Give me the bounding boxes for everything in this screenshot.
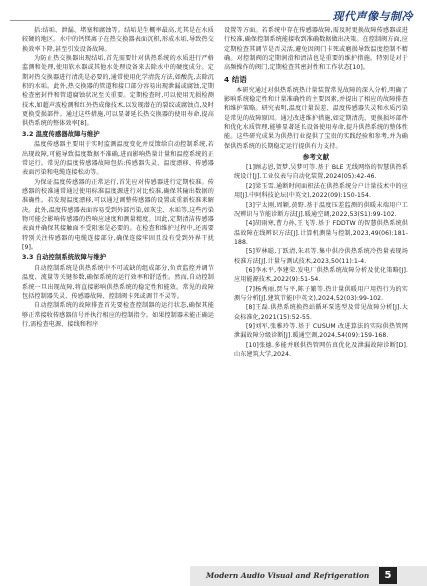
- paragraph: 括:结垢、泄漏、堵塞和腐蚀等。结垢是生概率最高,尤其是在水质较硬的地区。水中的钙镁离子在热交换器表面沉积,形成水垢,导致热交换效率下降,甚至引发设备故障。: [22, 27, 214, 53]
- page-number: 5: [379, 567, 397, 584]
- header-rule: [10, 20, 330, 21]
- reference-item: [9]刘军,张雅玲等.基于 CUSUM 改进算法的实际供热管网泄漏故障分级诊断[J].暖通空调,2024,54(09):159-168.: [234, 322, 408, 340]
- paragraph: 设置等方面。若系统中存在传感器故障,需及时更换故障传感器或进行校准,确保控制系统能接收到准确数据做出决策。在控制阀方面,应定期检查其调节是否灵活,避免因阀门卡死或磨损导致温度控制不精确。对控制阀的定期润滑和清洁也是重要的维护措施。特别是对于高频操作的阀门,定期检查其密封性和工作状态[10]。: [224, 27, 408, 72]
- paragraph: 为防止热交换器出现结垢,首先需要针对供热系统的水质进行严格监测和处理,使用软水器或其他水处理设备来去除水中的硬度成分。定期对热交换器进行清洗是必要的,通常使用化学清洗方法,如酸洗,去除沉积的水垢。此外,热交换器的管道和接口部分容易出现泄漏或腐蚀,定期检查密封件和管道腐蚀状况至关重要。定期检查时,可以使用无损检测技术,如超声波检测和红外热成像技术,以发现潜在的裂纹或腐蚀点,及时更换受损部件。通过这些措施,可以显著延长热交换器的使用寿命,提高供热系统的整体效率[8]。: [22, 55, 214, 128]
- reference-list: [224, 163, 408, 359]
- section-heading: 3.2 温度传感器故障与维护: [22, 130, 100, 138]
- paragraph: 本研究通过对供热系统热计量装置常见故障的深入分析,明确了影响系统稳定性和计量准确性的主要因素,并提出了相应的故障排查和维护策略。研究表明,温度计量误差、温度传感器失灵和水质污染是常见的故障原因。通过改进维护措施,如定期清洗、更换损坏部件和优化水质管理,能够显著延长设备使用寿命,提升供热系统的整体性能。这些研究成果为供热行业提供了宝贵的实践经验和参考,并为确保供热系统的长期稳定运行提供有力支持。: [224, 86, 408, 150]
- reference-item: [3]宁太刚,周颖,黄野.基于温度压差监测的供暖末端用户工况辨识与节能诊断方法[J].暖通空调,2022,53(S1):99-102.: [234, 201, 408, 218]
- page-header: [0, 2, 427, 24]
- references-title: 参考文献: [302, 153, 330, 162]
- right-column: [224, 26, 408, 359]
- section-heading: 3.3 自动控制系统故障与维护: [22, 254, 107, 262]
- reference-item: [1]顾志恩,贺梦,吴梦可等.基于 BLE 无线网络的智慧供热系统设计[J].工业仪表与自动化装置,2024(05):42-46.: [234, 164, 408, 181]
- left-column: [22, 26, 214, 329]
- paragraph: 温度传感器主要用于实时监测温度变化并反馈给自动控制系统,若出现故障,可能导致温度数据不准确,进而影响热量计量和温控系统的正常运行。常见的温度传感器故障包括:传感器失灵、温度漂移、传感器表面污染和电缆连接松动等。: [22, 141, 214, 177]
- journal-header-title: 现代声像与制冷: [332, 10, 413, 23]
- reference-item: [5]罗林聪,丁跃清,朱君等.集中供冷供热系统冷热量表现场校准方法[J].计量与测试技术,2023,50(11):1-4.: [234, 248, 408, 265]
- reference-item: [4]胡雨寒,曹力孙,王飞等.基于 FDDTW 的智慧供热系统供温故障在线辨识方法[J].计算机测量与控制,2023,49(06):181-188.: [234, 220, 408, 246]
- reference-item: [6]李永平,李建荣.发电厂供热系统故障分析及优化策略[J].应用能源技术,2022(9):51-54.: [234, 266, 408, 284]
- paragraph: 为保证温度传感器的正常运行,首先应对传感器进行定期校准。传感器的校准通常通过使用标准温度源进行对比校准,确保其输出数据的准确性。若发现温度漂移,可以通过调整传感器的设置或重新校准来解决。此外,温度传感器表面容易受到外部污染,如灰尘、水垢等,这些污染物可能会影响传感器的热响应速度和测量精度。因此,定期清洁传感器表面并确保其接触面不受阻塞是必要的。在检查和维护过程中,还需要特别关注传感器的电缆连接部分,确保连接牢固且没有受到外界干扰[9]。: [22, 178, 214, 252]
- reference-item: [2]梁玉雪.通断时间面积法在供热系统分户计量技术中的应用[J].中阿科技论坛(中英文),2022(09):150-154.: [234, 182, 408, 200]
- paragraph: 自动控制系统的故障排查首先要检查控制器的运行状态,确保其能够正常接收传感器信号并执行相应的控制指令。如果控制器未能正确运行,需检查电源、接线和程序: [22, 302, 215, 328]
- reference-item: [8]王磊.供热系统换热站循环泵选型及常见故障分析[J].大众标准化,2021(15):52-55.: [234, 304, 408, 321]
- reference-item: [7]杨秀丽,贾与平,陈子繁等.热计量供暖用户用热行为的实测与分析[J].建筑节能(中英文),2024,52(03):99-102.: [234, 285, 408, 302]
- section-heading: 4 结语: [224, 74, 247, 84]
- reference-item: [10]张德.多能并联供热管网仿真优化及泄漏故障诊断[D].山东建筑大学,2024.: [234, 341, 408, 358]
- footer-journal-name: Modern Audio Visual and Refrigeration: [206, 571, 370, 580]
- paragraph: 自动控制系统是供热系统中不可或缺的组成部分,负责监控并调节温度、流量等关键参数,确保系统的运行效率和舒适性。然而,自动控制系统一旦出现故障,将直接影响供热系统的稳定性和能效。常见的故障包括控制器失灵、传感器故障、控制阀卡死或调节不灵等。: [22, 264, 214, 300]
